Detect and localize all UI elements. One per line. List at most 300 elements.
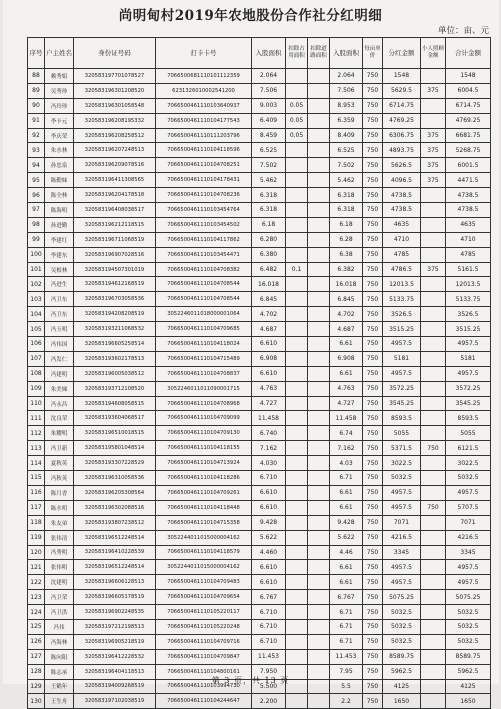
road-deduction-cell [308, 471, 330, 486]
total-amount-cell: 3572.25 [446, 381, 491, 396]
householder-name-cell: 冯秀明 [45, 545, 74, 560]
net-share-area-cell: 8.953 [330, 98, 363, 113]
occupied-deduction-cell [286, 500, 308, 515]
householder-name-cell: 吴根林 [45, 262, 74, 277]
dividend-amount-cell: 4635 [383, 217, 421, 232]
total-amount-cell: 6714.75 [446, 98, 491, 113]
dividend-amount-cell: 5032.5 [383, 619, 421, 634]
care-amount-cell [421, 694, 446, 709]
table-row [28, 649, 491, 664]
id-number-cell: 320583193211068532 [74, 322, 156, 337]
householder-name-cell: 冯永昌 [45, 396, 74, 411]
occupied-deduction-cell: 0.05 [286, 128, 308, 143]
id-number-cell: 320583194612168519 [74, 277, 156, 292]
householder-name-cell: 朱水林 [45, 143, 74, 158]
col-header: 入股面积 [252, 38, 286, 69]
unit-price-cell: 750 [363, 203, 383, 218]
occupied-deduction-cell [286, 590, 308, 605]
total-amount-cell: 4635 [446, 217, 491, 232]
care-amount-cell [421, 322, 446, 337]
householder-name-cell: 李建东 [45, 247, 74, 262]
total-amount-cell: 3545.25 [446, 396, 491, 411]
total-amount-cell: 4957.5 [446, 575, 491, 590]
row-number-cell: 107 [28, 351, 45, 366]
road-deduction-cell [308, 158, 330, 173]
total-amount-cell: 4471.5 [446, 173, 491, 188]
dividend-amount-cell: 4710 [383, 232, 421, 247]
row-number-cell: 99 [28, 232, 45, 247]
total-amount-cell: 5075.25 [446, 590, 491, 605]
householder-name-cell: 张伟明 [45, 560, 74, 575]
net-share-area-cell: 6.71 [330, 605, 363, 620]
net-share-area-cell: 11.458 [330, 411, 363, 426]
dividend-amount-cell: 1650 [383, 694, 421, 709]
net-share-area-cell: 5.622 [330, 530, 363, 545]
table-row [28, 143, 491, 158]
unit-price-cell: 750 [363, 590, 383, 605]
row-number-cell: 103 [28, 292, 45, 307]
card-number-cell: 7066500461110104178431 [156, 173, 252, 188]
unit-price-cell: 750 [363, 232, 383, 247]
householder-name-cell: 陈月香 [45, 485, 74, 500]
net-share-area-cell: 7.506 [330, 83, 363, 98]
row-number-cell: 129 [28, 679, 45, 694]
share-area-cell: 6.845 [252, 292, 286, 307]
householder-name-cell: 冯卫荣 [45, 590, 74, 605]
road-deduction-cell [308, 560, 330, 575]
net-share-area-cell: 6.382 [330, 262, 363, 277]
dividend-amount-cell: 5181 [383, 351, 421, 366]
unit-price-cell: 750 [363, 634, 383, 649]
householder-name-cell: 孙忠泉 [45, 158, 74, 173]
row-number-cell: 130 [28, 694, 45, 709]
dividend-amount-cell: 4096.5 [383, 173, 421, 188]
total-amount-cell: 5268.75 [446, 143, 491, 158]
col-header: 入股面积 [330, 38, 363, 69]
dividend-table [27, 37, 491, 709]
total-amount-cell: 4785 [446, 247, 491, 262]
total-amount-cell: 6681.75 [446, 128, 491, 143]
road-deduction-cell [308, 441, 330, 456]
road-deduction-cell [308, 292, 330, 307]
row-number-cell: 109 [28, 381, 45, 396]
card-number-cell: 7066500461110104709130 [156, 426, 252, 441]
road-deduction-cell [308, 515, 330, 530]
occupied-deduction-cell [286, 560, 308, 575]
householder-name-cell: 陈全林 [45, 188, 74, 203]
net-share-area-cell: 2.2 [330, 694, 363, 709]
unit-price-cell: 750 [363, 545, 383, 560]
row-number-cell: 113 [28, 441, 45, 456]
unit-price-cell: 750 [363, 694, 383, 709]
occupied-deduction-cell [286, 158, 308, 173]
unit-price-cell: 750 [363, 575, 383, 590]
net-share-area-cell: 4.702 [330, 307, 363, 322]
card-number-cell: 7066500461110104118024 [156, 337, 252, 352]
occupied-deduction-cell [286, 203, 308, 218]
row-number-cell: 101 [28, 262, 45, 277]
occupied-deduction-cell [286, 232, 308, 247]
unit-price-cell: 750 [363, 262, 383, 277]
share-area-cell: 4.687 [252, 322, 286, 337]
householder-name-cell: 冯海林 [45, 634, 74, 649]
id-number-cell: 320583196510018515 [74, 426, 156, 441]
total-amount-cell: 4738.5 [446, 188, 491, 203]
dividend-amount-cell: 5629.5 [383, 83, 421, 98]
share-area-cell: 9.428 [252, 515, 286, 530]
dividend-amount-cell: 4125 [383, 679, 421, 694]
id-number-cell: 320583196902248535 [74, 605, 156, 620]
share-area-cell: 4.460 [252, 545, 286, 560]
row-number-cell: 100 [28, 247, 45, 262]
householder-name-cell: 冯卫新 [45, 441, 74, 456]
row-number-cell: 115 [28, 471, 45, 486]
occupied-deduction-cell [286, 69, 308, 84]
unit-price-cell: 750 [363, 664, 383, 679]
share-area-cell: 5.462 [252, 173, 286, 188]
row-number-cell: 91 [28, 113, 45, 128]
dividend-amount-cell: 4957.5 [383, 500, 421, 515]
householder-name-cell: 陈勤妹 [45, 173, 74, 188]
table-row [28, 619, 491, 634]
total-amount-cell: 4957.5 [446, 337, 491, 352]
id-number-cell: 320583194208208519 [74, 307, 156, 322]
care-amount-cell [421, 69, 446, 84]
card-number-cell: 7066500461110103640937 [156, 98, 252, 113]
id-number-cell: 320583197102038519 [74, 694, 156, 709]
table-row [28, 560, 491, 575]
unit-price-cell: 750 [363, 471, 383, 486]
col-header: 身份证号码 [74, 38, 156, 69]
table-row [28, 545, 491, 560]
unit-price-cell: 750 [363, 113, 383, 128]
householder-name-cell: 夏秋英 [45, 456, 74, 471]
net-share-area-cell: 6.61 [330, 366, 363, 381]
id-number-cell: 320583196208258512 [74, 128, 156, 143]
householder-name-cell: 冯发仁 [45, 351, 74, 366]
card-number-cell: 7066500461110104709099 [156, 411, 252, 426]
net-share-area-cell: 7.502 [330, 158, 363, 173]
row-number-cell: 89 [28, 83, 45, 98]
table-row [28, 500, 491, 515]
row-number-cell: 94 [28, 158, 45, 173]
col-header: 每亩单价 [363, 38, 383, 69]
net-share-area-cell: 5.5 [330, 679, 363, 694]
care-amount-cell [421, 307, 446, 322]
row-number-cell: 116 [28, 485, 45, 500]
total-amount-cell: 1548 [446, 69, 491, 84]
road-deduction-cell [308, 128, 330, 143]
care-amount-cell [421, 634, 446, 649]
total-amount-cell: 5181 [446, 351, 491, 366]
row-number-cell: 114 [28, 456, 45, 471]
net-share-area-cell: 9.428 [330, 515, 363, 530]
dividend-amount-cell: 4769.25 [383, 113, 421, 128]
table-row [28, 396, 491, 411]
row-number-cell: 111 [28, 411, 45, 426]
total-amount-cell: 4738.5 [446, 203, 491, 218]
unit-price-cell: 750 [363, 98, 383, 113]
occupied-deduction-cell [286, 694, 308, 709]
road-deduction-cell [308, 605, 330, 620]
householder-name-cell: 李卡元 [45, 113, 74, 128]
occupied-deduction-cell [286, 545, 308, 560]
col-header: 扣除占用面积 [286, 38, 308, 69]
road-deduction-cell [308, 203, 330, 218]
householder-name-cell: 冯卫洪 [45, 605, 74, 620]
share-area-cell: 6.610 [252, 500, 286, 515]
id-number-cell: 320583196207248513 [74, 143, 156, 158]
col-header: 合计金额 [446, 38, 491, 69]
card-number-cell: 7066500461110104715489 [156, 351, 252, 366]
occupied-deduction-cell [286, 292, 308, 307]
total-amount-cell: 4710 [446, 232, 491, 247]
occupied-deduction-cell [286, 247, 308, 262]
net-share-area-cell: 7.95 [330, 664, 363, 679]
net-share-area-cell: 6.61 [330, 560, 363, 575]
care-amount-cell [421, 217, 446, 232]
row-number-cell: 102 [28, 277, 45, 292]
road-deduction-cell [308, 143, 330, 158]
occupied-deduction-cell [286, 188, 308, 203]
net-share-area-cell: 6.525 [330, 143, 363, 158]
road-deduction-cell [308, 456, 330, 471]
id-number-cell: 320583196711068519 [74, 232, 156, 247]
table-row [28, 277, 491, 292]
share-area-cell: 8.459 [252, 128, 286, 143]
card-number-cell: 7066500461110104118155 [156, 441, 252, 456]
id-number-cell: 320583196310058536 [74, 471, 156, 486]
road-deduction-cell [308, 649, 330, 664]
householder-name-cell: 张伟清 [45, 530, 74, 545]
table-row [28, 515, 491, 530]
share-area-cell: 6.710 [252, 619, 286, 634]
road-deduction-cell [308, 98, 330, 113]
occupied-deduction-cell [286, 456, 308, 471]
care-amount-cell [421, 515, 446, 530]
share-area-cell: 6.525 [252, 143, 286, 158]
unit-price-cell: 750 [363, 83, 383, 98]
net-share-area-cell: 6.28 [330, 232, 363, 247]
occupied-deduction-cell [286, 441, 308, 456]
householder-name-cell: 冯卫东 [45, 292, 74, 307]
unit-price-cell: 750 [363, 500, 383, 515]
total-amount-cell: 4125 [446, 679, 491, 694]
road-deduction-cell [308, 232, 330, 247]
row-number-cell: 97 [28, 203, 45, 218]
occupied-deduction-cell [286, 634, 308, 649]
unit-price-cell: 750 [363, 128, 383, 143]
net-share-area-cell: 4.03 [330, 456, 363, 471]
card-number-cell: 7066500461110104709847 [156, 649, 252, 664]
unit-price-cell: 750 [363, 292, 383, 307]
dividend-amount-cell: 3572.25 [383, 381, 421, 396]
id-number-cell: 320583196301208520 [74, 83, 156, 98]
dividend-amount-cell: 3345 [383, 545, 421, 560]
unit-price-cell: 750 [363, 396, 383, 411]
card-number-cell: 3052246011018000001064 [156, 307, 252, 322]
row-number-cell: 88 [28, 69, 45, 84]
card-number-cell: 7066500461110104708968 [156, 396, 252, 411]
occupied-deduction-cell [286, 337, 308, 352]
net-share-area-cell: 6.767 [330, 590, 363, 605]
unit-price-cell: 750 [363, 515, 383, 530]
id-number-cell: 320583196212118515 [74, 217, 156, 232]
card-number-cell: 7066500461110104708382 [156, 262, 252, 277]
net-share-area-cell: 6.359 [330, 113, 363, 128]
card-number-cell: 7066500461110104708236 [156, 188, 252, 203]
occupied-deduction-cell [286, 485, 308, 500]
id-number-cell: 320583196703058536 [74, 292, 156, 307]
share-area-cell: 6.740 [252, 426, 286, 441]
road-deduction-cell [308, 337, 330, 352]
table-row [28, 158, 491, 173]
care-amount-cell: 375 [421, 173, 446, 188]
share-area-cell: 6.710 [252, 634, 286, 649]
id-number-cell: 320583196404118513 [74, 664, 156, 679]
share-area-cell: 4.727 [252, 396, 286, 411]
care-amount-cell: 375 [421, 143, 446, 158]
net-share-area-cell: 6.61 [330, 337, 363, 352]
net-share-area-cell: 6.38 [330, 247, 363, 262]
total-amount-cell: 5161.5 [446, 262, 491, 277]
page-footer: 第 3 页，共 13 页 [211, 676, 290, 685]
share-area-cell: 5.500 [252, 679, 286, 694]
road-deduction-cell [308, 188, 330, 203]
road-deduction-cell [308, 634, 330, 649]
householder-name-cell: 李庆荣 [45, 128, 74, 143]
occupied-deduction-cell [286, 411, 308, 426]
id-number-cell: 320583196605178519 [74, 590, 156, 605]
row-number-cell: 110 [28, 396, 45, 411]
care-amount-cell [421, 277, 446, 292]
row-number-cell: 123 [28, 590, 45, 605]
householder-name-cell: 冯卫东 [45, 307, 74, 322]
share-area-cell: 6.908 [252, 351, 286, 366]
card-number-cell: 7066500461110104709261 [156, 485, 252, 500]
share-area-cell: 6.409 [252, 113, 286, 128]
net-share-area-cell: 6.908 [330, 351, 363, 366]
id-number-cell: 320583196905218519 [74, 634, 156, 649]
occupied-deduction-cell [286, 515, 308, 530]
row-number-cell: 90 [28, 98, 45, 113]
table-row [28, 351, 491, 366]
table-row [28, 605, 491, 620]
card-number-cell: 7066500461110111203796 [156, 128, 252, 143]
dividend-amount-cell: 4738.5 [383, 188, 421, 203]
unit-price-cell: 750 [363, 143, 383, 158]
care-amount-cell [421, 530, 446, 545]
share-area-cell: 2.064 [252, 69, 286, 84]
unit-price-cell: 750 [363, 247, 383, 262]
care-amount-cell [421, 366, 446, 381]
net-share-area-cell: 4.727 [330, 396, 363, 411]
net-share-area-cell: 5.462 [330, 173, 363, 188]
unit-price-cell: 750 [363, 649, 383, 664]
share-area-cell: 5.622 [252, 530, 286, 545]
dividend-amount-cell: 4893.75 [383, 143, 421, 158]
dividend-amount-cell: 4738.5 [383, 203, 421, 218]
road-deduction-cell [308, 530, 330, 545]
care-amount-cell [421, 232, 446, 247]
dividend-amount-cell: 5626.5 [383, 158, 421, 173]
road-deduction-cell [308, 694, 330, 709]
unit-price-cell: 750 [363, 441, 383, 456]
householder-name-cell: 孙进勤 [45, 217, 74, 232]
card-number-cell: 7066500461110104117862 [156, 232, 252, 247]
total-amount-cell: 7071 [446, 515, 491, 530]
occupied-deduction-cell [286, 575, 308, 590]
id-number-cell: 320583193712108520 [74, 381, 156, 396]
householder-name-cell: 冯玉明 [45, 322, 74, 337]
table-row [28, 69, 491, 84]
row-number-cell: 119 [28, 530, 45, 545]
id-number-cell: 320583196411308565 [74, 173, 156, 188]
id-number-cell: 320583193604068517 [74, 411, 156, 426]
householder-name-cell: 冯进生 [45, 277, 74, 292]
road-deduction-cell [308, 247, 330, 262]
id-number-cell: 320583197212198513 [74, 619, 156, 634]
card-number-cell: 3052244011015000004162 [156, 560, 252, 575]
col-header: 扣除道路面积 [308, 38, 330, 69]
care-amount-cell [421, 188, 446, 203]
care-amount-cell [421, 471, 446, 486]
row-number-cell: 106 [28, 337, 45, 352]
road-deduction-cell [308, 485, 330, 500]
total-amount-cell: 12013.5 [446, 277, 491, 292]
householder-name-cell: 陈海明 [45, 203, 74, 218]
share-area-cell: 6.280 [252, 232, 286, 247]
householder-name-cell: 赖秀娟 [45, 69, 74, 84]
id-number-cell: 320583196606128513 [74, 575, 156, 590]
total-amount-cell: 1650 [446, 694, 491, 709]
unit-price-cell: 750 [363, 605, 383, 620]
road-deduction-cell [308, 366, 330, 381]
share-area-cell: 9.003 [252, 98, 286, 113]
row-number-cell: 121 [28, 560, 45, 575]
id-number-cell: 320583196204178518 [74, 188, 156, 203]
id-number-cell: 320583196205308564 [74, 485, 156, 500]
occupied-deduction-cell [286, 277, 308, 292]
id-number-cell: 320583196408038517 [74, 203, 156, 218]
id-number-cell: 320583193307228529 [74, 456, 156, 471]
table-row [28, 381, 491, 396]
care-amount-cell: 375 [421, 158, 446, 173]
unit-price-cell: 750 [363, 426, 383, 441]
net-share-area-cell: 6.71 [330, 634, 363, 649]
table-row [28, 83, 491, 98]
row-number-cell: 125 [28, 619, 45, 634]
row-number-cell: 105 [28, 322, 45, 337]
care-amount-cell [421, 649, 446, 664]
table-row [28, 98, 491, 113]
unit-price-cell: 750 [363, 322, 383, 337]
id-number-cell: 320583194608058515 [74, 396, 156, 411]
care-amount-cell [421, 98, 446, 113]
table-row [28, 590, 491, 605]
table-body [28, 69, 491, 709]
card-number-cell: 7066500461110104177543 [156, 113, 252, 128]
row-number-cell: 98 [28, 217, 45, 232]
occupied-deduction-cell: 0.05 [286, 113, 308, 128]
care-amount-cell [421, 292, 446, 307]
dividend-amount-cell: 5032.5 [383, 634, 421, 649]
total-amount-cell: 3515.25 [446, 322, 491, 337]
table-row [28, 694, 491, 709]
road-deduction-cell [308, 396, 330, 411]
col-header: 分红金额 [383, 38, 421, 69]
row-number-cell: 122 [28, 575, 45, 590]
